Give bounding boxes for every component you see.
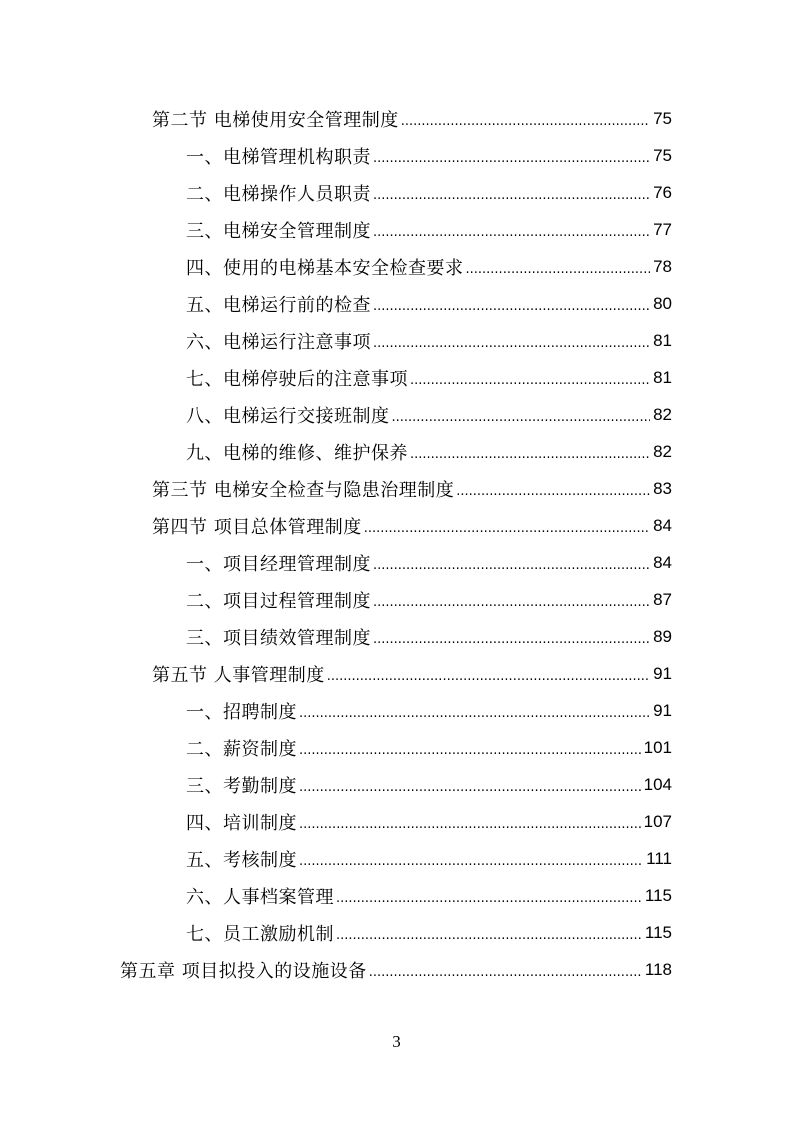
dot-leader [299, 854, 643, 869]
toc-entry[interactable] [186, 877, 672, 914]
toc-entry[interactable] [186, 248, 672, 285]
toc-entry-label: 二、项目过程管理制度 [186, 590, 371, 612]
toc-entry[interactable] [186, 581, 672, 618]
toc-entry-label: 三、考勤制度 [186, 775, 297, 797]
toc-entry-page: 82 [653, 404, 672, 424]
toc-entry[interactable] [186, 211, 672, 248]
toc-entry-page: 83 [653, 478, 672, 498]
toc-entry-page: 111 [646, 848, 672, 868]
toc-entry[interactable] [186, 322, 672, 359]
dot-leader [373, 188, 650, 203]
toc-entry[interactable] [120, 951, 672, 988]
toc-entry[interactable] [186, 137, 672, 174]
dot-leader [299, 780, 641, 795]
dot-leader [401, 114, 650, 129]
dot-leader [373, 558, 650, 573]
toc-entry-label: 第四节 项目总体管理制度 [152, 516, 362, 538]
toc-entry-page: 87 [653, 589, 672, 609]
toc-entry-page: 76 [653, 182, 672, 202]
toc-entry-label: 六、人事档案管理 [186, 886, 334, 908]
toc-entry-label: 第三节 电梯安全检查与隐患治理制度 [152, 479, 455, 501]
toc-entry[interactable] [152, 655, 672, 692]
dot-leader [410, 447, 650, 462]
dot-leader [299, 817, 641, 832]
dot-leader [373, 225, 650, 240]
dot-leader [373, 632, 650, 647]
toc-entry-label: 三、项目绩效管理制度 [186, 627, 371, 649]
toc-entry-page: 104 [643, 774, 672, 794]
toc-entry-label: 七、员工激励机制 [186, 923, 334, 945]
toc-entry-page: 82 [653, 441, 672, 461]
toc-entry-label: 四、使用的电梯基本安全检查要求 [186, 257, 464, 279]
toc-entry-label: 一、项目经理管理制度 [186, 553, 371, 575]
dot-leader [373, 595, 650, 610]
dot-leader [456, 484, 650, 499]
toc-entry-label: 第二节 电梯使用安全管理制度 [152, 109, 399, 131]
toc-entry[interactable] [152, 507, 672, 544]
toc-entry-label: 第五章 项目拟投入的设施设备 [120, 960, 367, 982]
toc-entry-page: 107 [643, 811, 672, 831]
dot-leader [336, 891, 642, 906]
toc-entry-label: 四、培训制度 [186, 812, 297, 834]
toc-entry-page: 80 [653, 293, 672, 313]
dot-leader [392, 410, 651, 425]
toc-entry[interactable] [152, 100, 672, 137]
toc-entry-page: 115 [644, 922, 672, 942]
toc-entry-label: 第五节 人事管理制度 [152, 664, 325, 686]
toc-entry-label: 七、电梯停驶后的注意事项 [186, 368, 408, 390]
toc-entry[interactable] [186, 729, 672, 766]
toc-entry[interactable] [186, 396, 672, 433]
dot-leader [410, 373, 650, 388]
toc-entry-label: 六、电梯运行注意事项 [186, 331, 371, 353]
dot-leader [373, 336, 650, 351]
toc-entry-page: 91 [653, 663, 672, 683]
toc-entry-page: 81 [653, 367, 672, 387]
toc-entry[interactable] [186, 285, 672, 322]
dot-leader [369, 965, 642, 980]
toc-entry[interactable] [186, 914, 672, 951]
toc-entry-label: 九、电梯的维修、维护保养 [186, 442, 408, 464]
toc-entry-label: 五、电梯运行前的检查 [186, 294, 371, 316]
toc-entry-label: 二、电梯操作人员职责 [186, 183, 371, 205]
toc-entry-page: 78 [653, 256, 672, 276]
toc-entry[interactable] [186, 433, 672, 470]
toc-entry[interactable] [186, 174, 672, 211]
toc-entry-page: 118 [644, 959, 672, 979]
toc-entry-label: 八、电梯运行交接班制度 [186, 405, 390, 427]
dot-leader [327, 669, 650, 684]
toc-entry[interactable] [186, 544, 672, 581]
toc-entry-label: 五、考核制度 [186, 849, 297, 871]
toc-entry-label: 一、招聘制度 [186, 701, 297, 723]
toc-entry-page: 89 [653, 626, 672, 646]
toc-entry-label: 三、电梯安全管理制度 [186, 220, 371, 242]
toc-entry-label: 二、薪资制度 [186, 738, 297, 760]
dot-leader [373, 151, 650, 166]
toc-entry-page: 75 [653, 145, 672, 165]
toc-entry-page: 115 [644, 885, 672, 905]
dot-leader [299, 706, 650, 721]
dot-leader [299, 743, 641, 758]
dot-leader [336, 928, 642, 943]
toc-entry[interactable] [186, 840, 672, 877]
toc-entry-page: 75 [653, 108, 672, 128]
toc-entry[interactable] [186, 692, 672, 729]
toc-entry-label: 一、电梯管理机构职责 [186, 146, 371, 168]
toc-entry-page: 84 [653, 515, 672, 535]
toc-entry-page: 91 [653, 700, 672, 720]
toc-entry[interactable] [186, 766, 672, 803]
toc-entry-page: 101 [643, 737, 672, 757]
toc-entry-page: 77 [653, 219, 672, 239]
dot-leader [466, 262, 651, 277]
dot-leader [373, 299, 650, 314]
toc-entry-page: 84 [653, 552, 672, 572]
page-number: 3 [392, 1032, 401, 1051]
toc-entry[interactable] [186, 618, 672, 655]
toc-entry-page: 81 [653, 330, 672, 350]
dot-leader [364, 521, 650, 536]
toc-entry[interactable] [152, 470, 672, 507]
toc-entry[interactable] [186, 803, 672, 840]
toc-entry[interactable] [186, 359, 672, 396]
